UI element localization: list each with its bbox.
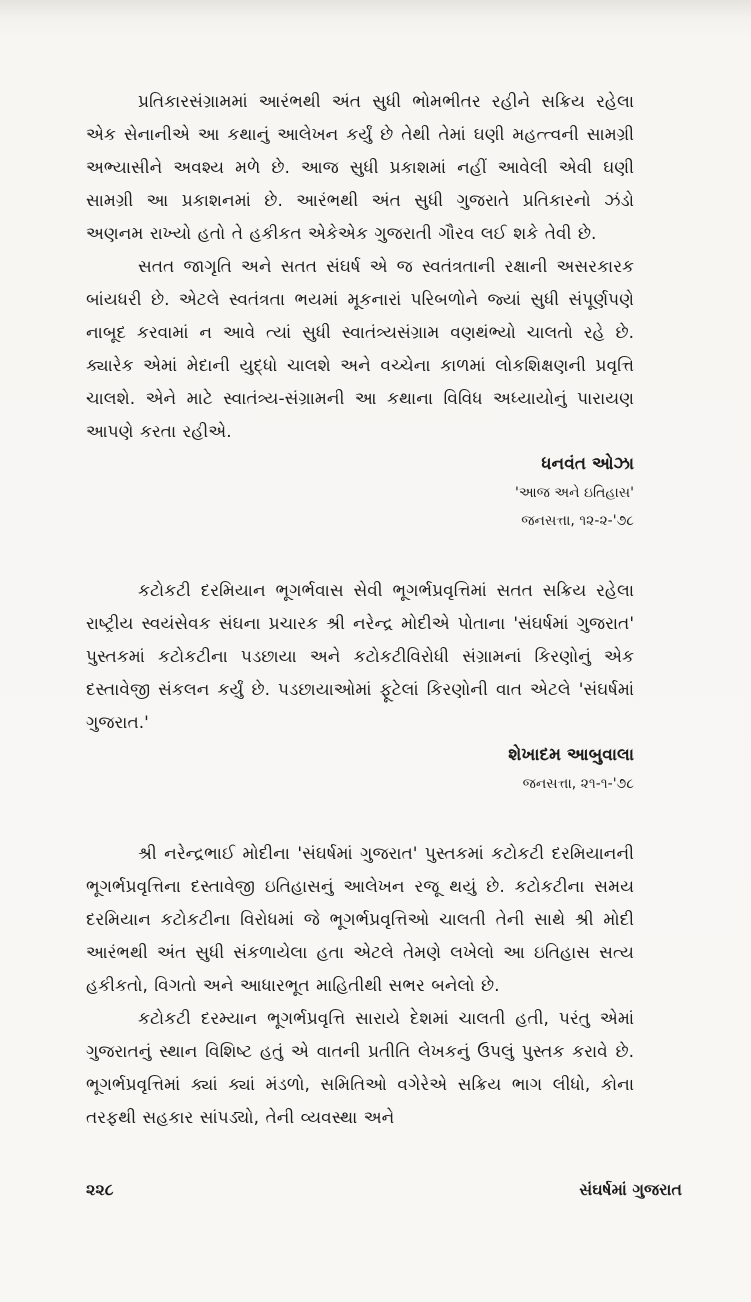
paragraph: કટોકટી દરમ્યાન ભૂગર્ભપ્રવૃત્તિ સારાયે દેશમાં ચાલતી હતી, પરંતુ એમાં ગુજરાતનું સ્થાન વિશિષ્ટ હતું એ વાતની પ્રતીતિ લેખકનું ઉપલું પુસ્તક કરાવે છે. ભૂગર્ભપ્રવૃત્તિમાં ક્યાં ક્યાં મંડળો, સમિતિઓ વગેરેએ સક્રિય ભાગ લીધો, કોના તરફથી સહકાર સાંપડ્યો, તેની વ્યવસ્થા અને [86, 1009, 634, 1128]
running-title: સંઘર્ષમાં ગુજરાત [579, 1180, 682, 1199]
review-section-1 [86, 86, 634, 535]
paragraph: સતત જાગૃતિ અને સતત સંઘર્ષ એ જ સ્વતંત્રતાની રક્ષાની અસરકારક બાંયધરી છે. એટલે સ્વતંત્રતા ભયમાં મૂકનારાં પરિબળોને જ્યાં સુધી સંપૂર્ણપણે નાબૂદ કરવામાં ન આવે ત્યાં સુધી સ્વાતંત્ર્યસંગ્રામ વણથંભ્યો ચાલતો રહે છે. ક્યારેક એમાં મેદાની યુદ્ધો ચાલશે અને વચ્ચેના કાળમાં લોકશિક્ષણની પ્રવૃત્તિ ચાલશે. એને માટે સ્વાતંત્ર્ય-સંગ્રામની આ કથાના વિવિધ અધ્યાયોનું પારાયણ આપણે કરતા રહીએ. [86, 257, 634, 442]
signature-block [86, 740, 634, 798]
page-top-edge [0, 0, 751, 18]
paragraph: શ્રી નરેન્દ્રભાઈ મોદીના 'સંઘર્ષમાં ગુજરાત' પુસ્તકમાં કટોકટી દરમિયાનની ભૂગર્ભપ્રવૃત્તિના દસ્તાવેજી ઇતિહાસનું આલેખન રજૂ થયું છે. કટોકટીના સમય દરમિયાન કટોકટીના વિરોધમાં જે ભૂગર્ભપ્રવૃત્તિઓ ચાલતી તેની સાથે શ્રી મોદી આરંભથી અંત સુધી સંકળાયેલા હતા એટલે તેમણે લખેલો આ ઇતિહાસ સત્ય હકીકતો, વિગતો અને આધારભૂત માહિતીથી સભર બનેલો છે. [86, 844, 634, 996]
page-number: ૨૨૮ [86, 1180, 114, 1199]
signature-date: જનસત્તા, ૧૨-૨-'૭૮ [521, 513, 634, 529]
signature-source: 'આજ અને ઇતિહાસ' [514, 485, 634, 501]
page-content [86, 86, 634, 1135]
signature-block [86, 449, 634, 535]
signature-name: ધનવંત ઓઝા [541, 454, 634, 474]
paragraph: પ્રતિકારસંગ્રામમાં આરંભથી અંત સુધી ભોમભીતર રહીને સક્રિય રહેલા એક સેનાનીએ આ કથાનું આલેખન કર્યું છે તેથી તેમાં ઘણી મહત્ત્વની સામગ્રી અભ્યાસીને અવશ્ય મળે છે. આજ સુધી પ્રકાશમાં નહીં આવેલી એવી ઘણી સામગ્રી આ પ્રકાશનમાં છે. આરંભથી અંત સુધી ગુજરાતે પ્રતિકારનો ઝંડો અણનમ રાખ્યો હતો તે હકીકત એકેએક ગુજરાતી ગૌરવ લઈ શકે તેવી છે. [86, 92, 634, 244]
signature-name: શેખાદમ આબુવાલા [508, 745, 634, 765]
section-spacer [86, 535, 634, 575]
section-spacer [86, 798, 634, 838]
review-section-3 [86, 838, 634, 1135]
review-section-2 [86, 575, 634, 798]
paragraph: કટોકટી દરમિયાન ભૂગર્ભવાસ સેવી ભૂગર્ભપ્રવૃત્તિમાં સતત સક્રિય રહેલા રાષ્ટ્રીય સ્વયંસેવક સંઘના પ્રચારક શ્રી નરેન્દ્ર મોદીએ પોતાના 'સંઘર્ષમાં ગુજરાત' પુસ્તકમાં કટોકટીના પડછાયા અને કટોકટીવિરોધી સંગ્રામનાં કિરણોનું એક દસ્તાવેજી સંકલન કર્યું છે. પડછાયાઓમાં ફૂટેલાં કિરણોની વાત એટલે 'સંઘર્ષમાં ગુજરાત.' [86, 581, 634, 733]
signature-date: જનસત્તા, ૨૧-૧-'૭૮ [522, 776, 634, 792]
page-footer [86, 1180, 682, 1210]
